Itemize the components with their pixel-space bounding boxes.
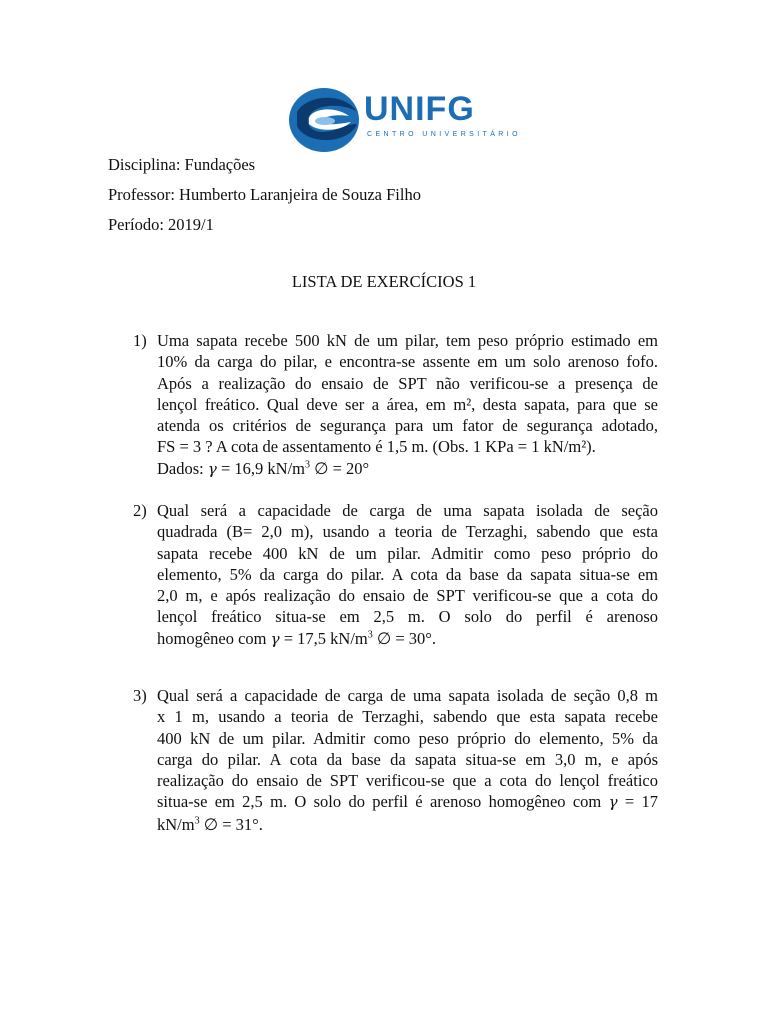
- exercise-text: [157, 330, 658, 480]
- exercise-line: Qual será a capacidade de carga de uma sapata isolada de seção: [157, 501, 658, 520]
- gamma-value: = 17: [617, 792, 658, 812]
- logo-wordmark: UNIFG: [364, 90, 475, 128]
- disciplina-line: Disciplina: Fundações: [108, 155, 256, 174]
- exercise-line: 10% da carga do pilar, e encontra-se assente em um solo arenoso fofo.: [157, 352, 658, 372]
- exercise-line: Após a realização do ensaio de SPT não verificou-se a presença de: [157, 373, 658, 393]
- exercise-3: [133, 685, 658, 835]
- exercise-line: realização do ensaio de SPT verificou-se que a cota do lençol freático: [157, 771, 658, 791]
- exercise-text: [157, 685, 658, 835]
- exercise-number: 1): [133, 331, 147, 350]
- phi-symbol: ∅: [372, 628, 392, 648]
- phi-value: = 31°.: [218, 814, 263, 834]
- exercise-line: 2,0 m, e após realização do ensaio de SPT verificou-se que a cota do: [157, 586, 658, 606]
- exercise-text: [157, 500, 658, 650]
- gamma-symbol: 𝛾: [608, 793, 618, 812]
- exercise-data-line: [157, 814, 658, 835]
- exercise-number: 3): [133, 686, 147, 705]
- exercise-line: Uma sapata recebe 500 kN de um pilar, tem peso próprio estimado em: [157, 331, 658, 350]
- page-title: LISTA DE EXERCÍCIOS 1: [291, 272, 477, 291]
- exercise-line: elemento, 5% da carga do pilar. A cota da base da sapata situa-se em: [157, 564, 658, 584]
- exercise-line: x 1 m, usando a teoria de Terzaghi, sabendo que esta sapata recebe: [157, 707, 658, 727]
- gamma-symbol: 𝛾: [270, 629, 280, 648]
- unit-exponent: 3: [194, 815, 200, 827]
- exercise-data-line: [157, 458, 658, 480]
- exercise-1: [133, 330, 658, 480]
- line-prefix: situa-se em 2,5 m. O solo do perfil é arenoso homogêneo com: [157, 792, 609, 812]
- exercise-line: sapata recebe 400 kN de um pilar. Admitir como peso próprio do: [157, 543, 658, 563]
- exercise-line: FS = 3 ? A cota de assentamento é 1,5 m. (Obs. 1 KPa = 1 kN/m²).: [157, 437, 596, 457]
- unifg-logo-emblem-icon: [287, 86, 363, 154]
- phi-symbol: ∅: [309, 458, 329, 478]
- periodo-line: Período: 2019/1: [108, 215, 214, 234]
- exercise-line: [157, 791, 658, 813]
- exercise-line: lençol freático situa-se em 2,5 m. O solo do perfil é arenoso: [157, 607, 658, 627]
- unit-exponent: 3: [304, 459, 310, 471]
- phi-value: = 20°: [328, 458, 370, 478]
- data-prefix: homogêneo com: [157, 628, 271, 648]
- phi-symbol: ∅: [199, 814, 219, 834]
- unifg-logo: [287, 86, 521, 154]
- gamma-symbol: 𝛾: [207, 459, 217, 478]
- logo-subtitle: CENTRO UNIVERSITÁRIO: [367, 131, 521, 138]
- exercise-2: [133, 500, 658, 650]
- professor-line: Professor: Humberto Laranjeira de Souza Filho: [108, 185, 421, 204]
- data-prefix: kN/m: [157, 814, 195, 834]
- exercise-line: carga do pilar. A cota da base da sapata situa-se em 3,0 m, e após: [157, 749, 658, 769]
- phi-value: = 30°.: [391, 628, 437, 648]
- exercise-line: lençol freático. Qual deve ser a área, em m², desta sapata, para que se: [157, 394, 658, 414]
- exercise-line: Qual será a capacidade de carga de uma sapata isolada de seção 0,8 m: [157, 686, 658, 705]
- exercise-line: 400 kN de um pilar. Admitir como peso próprio do elemento, 5% da: [157, 728, 658, 748]
- gamma-value: = 17,5 kN/m: [279, 628, 368, 648]
- data-prefix: Dados:: [157, 458, 208, 478]
- exercise-line: atenda os critérios de segurança para um fator de segurança adotado,: [157, 416, 658, 436]
- exercise-line: quadrada (B= 2,0 m), usando a teoria de Terzaghi, sabendo que esta: [157, 522, 658, 542]
- exercise-number: 2): [133, 501, 147, 520]
- gamma-value: = 16,9 kN/m: [216, 458, 305, 478]
- exercise-data-line: [157, 628, 658, 650]
- unit-exponent: 3: [367, 629, 373, 641]
